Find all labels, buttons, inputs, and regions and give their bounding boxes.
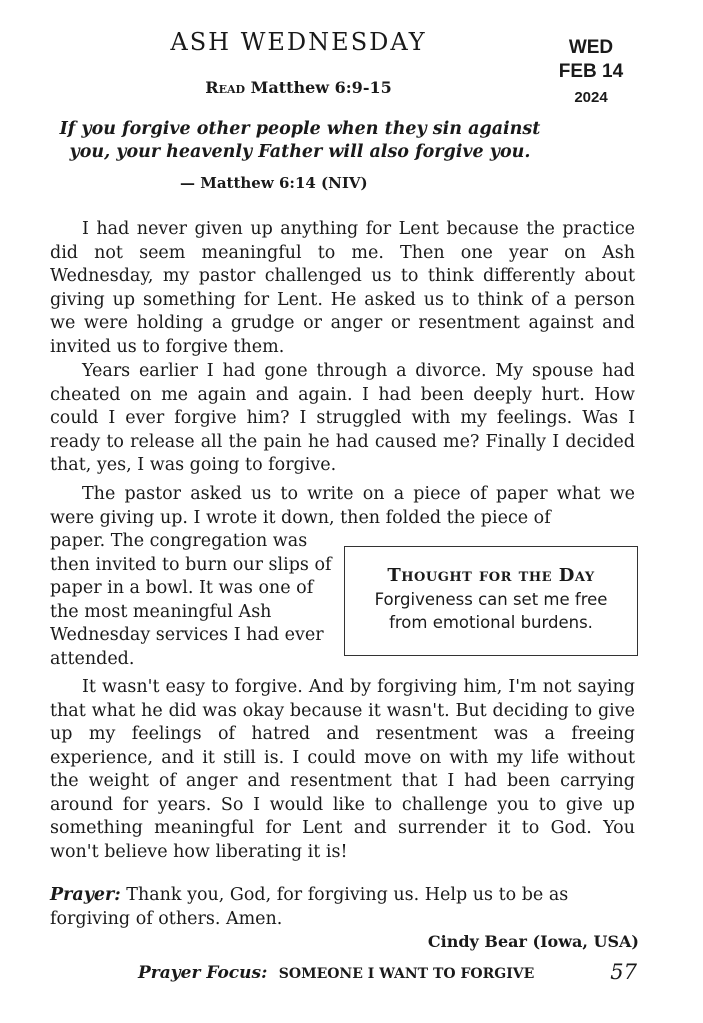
thought-text: Forgiveness can set me free from emotional burdens.: [374, 590, 608, 632]
body-paragraph-1: [50, 218, 635, 359]
prayer-text: Thank you, God, for forgiving us. Help us to be as forgiving of others. Amen.: [50, 885, 569, 929]
date-year: 2024: [574, 89, 608, 106]
thought-heading: Thought for the Day: [387, 565, 595, 586]
body-paragraph-3-continued: paper. The congregation was then invited to burn our slips of paper in a bowl. It was one of the most meaningful Ash Wednesday services I had ever attended.: [50, 531, 332, 669]
body-paragraph-2: [50, 360, 635, 478]
reading-reference: Matthew 6:9-15: [250, 78, 392, 97]
reading-label: Read: [205, 78, 246, 97]
page-title: ASH WEDNESDAY: [170, 28, 427, 56]
prayer-focus-text: SOMEONE I WANT TO FORGIVE: [278, 966, 535, 982]
date-block: [545, 36, 637, 110]
prayer-label: Prayer:: [50, 885, 121, 905]
prayer-focus: [138, 963, 534, 983]
body-paragraph-4: [50, 676, 635, 864]
prayer: [50, 884, 635, 931]
body-paragraph-3: [50, 483, 635, 530]
paragraph-text: The pastor asked us to write on a piece of paper what we were giving up. I wrote it down, then folded the piece of: [50, 484, 635, 528]
page-number: 57: [610, 960, 637, 984]
paragraph-text: I had never given up anything for Lent because the practice did not seem meaningful to me. Then one year on Ash Wednesday, my pastor challenged us to think differently about giving up something for Lent. He asked us to think of a person we were holding a grudge or anger or resentment against and invited us to forgive them.: [50, 219, 635, 357]
date-month: FEB 14: [558, 61, 624, 82]
paragraph-text: It wasn't easy to forgive. And by forgiving him, I'm not saying that what he did was okay because it wasn't. But deciding to give up my feelings of hatred and resentment was a freeing experience, and it still is. I could move on with my life without the weight of anger and resentment that I had been carrying around for years. So I would like to challenge you to give up something meaningful for Lent and surrender it to God. You won't believe how liberating it is!: [50, 677, 635, 862]
reading-line: [0, 78, 597, 97]
paragraph-text: Years earlier I had gone through a divorce. My spouse had cheated on me again and again. I had been deeply hurt. How could I ever forgive him? I struggled with my feelings. Was I ready to release all the pain he had caused me? Finally I decided that, yes, I was going to forgive.: [50, 361, 635, 475]
scripture-reference: — Matthew 6:14 (NIV): [180, 174, 368, 192]
author-attribution: Cindy Bear (Iowa, USA): [427, 932, 639, 951]
thought-for-the-day-box: [344, 546, 638, 656]
date-day: WED: [568, 37, 614, 58]
prayer-focus-label: Prayer Focus:: [138, 963, 268, 983]
scripture-verse: If you forgive other people when they sin against you, your heavenly Father will also forgive you.: [59, 119, 541, 162]
